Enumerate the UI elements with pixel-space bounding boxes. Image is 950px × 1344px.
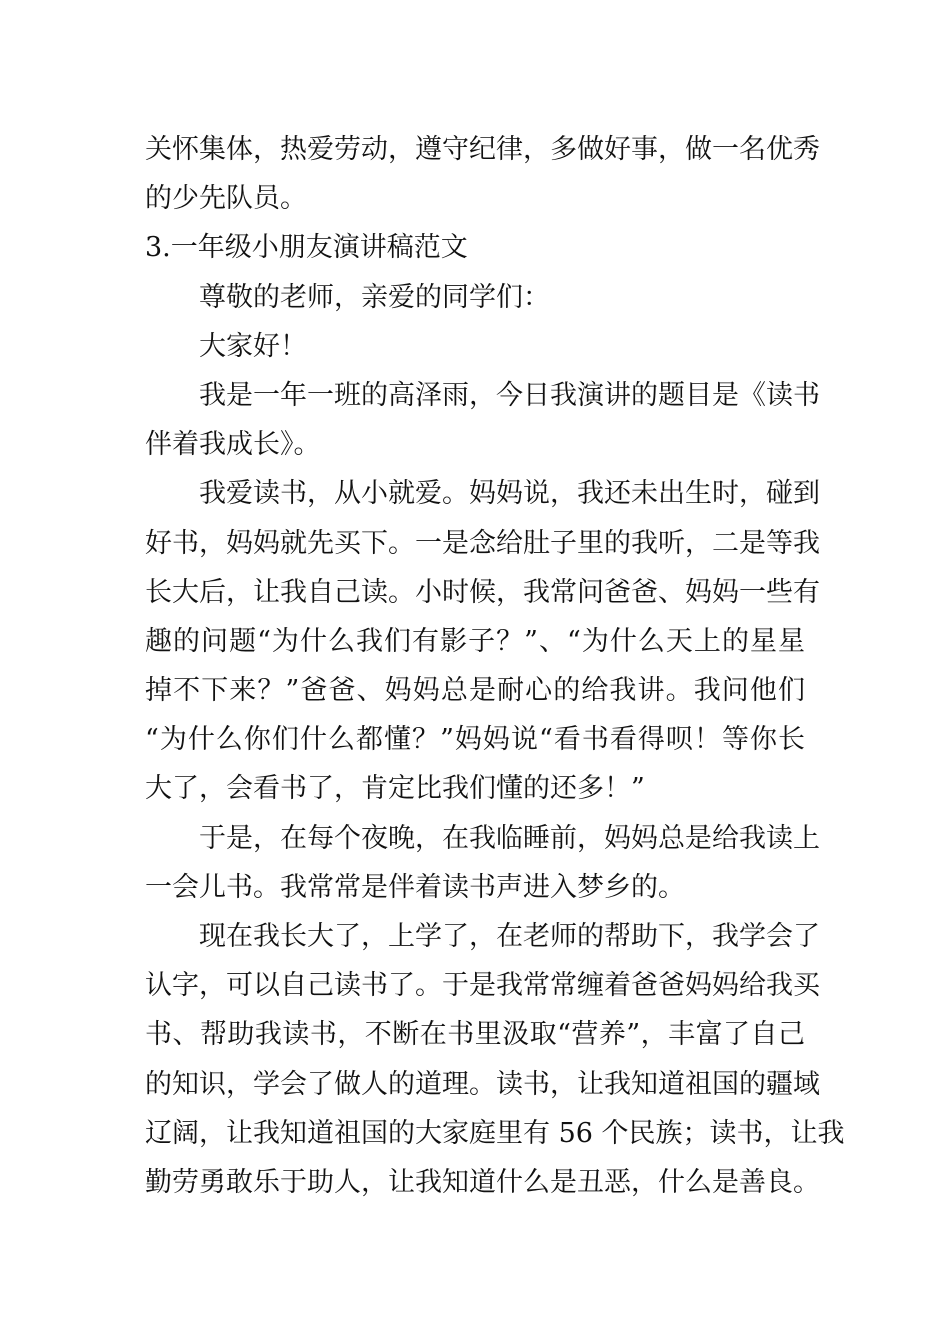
text-line: 我爱读书，从小就爱。妈妈说，我还未出生时，碰到: [199, 478, 820, 510]
greeting: 大家好！: [199, 330, 307, 362]
text-line: 关怀集体，热爱劳动，遵守纪律，多做好事，做一名优秀: [145, 134, 820, 165]
text-line: 现在我长大了，上学了，在老师的帮助下，我学会了: [199, 921, 820, 952]
text-line: 的少先队员。: [145, 183, 307, 215]
text-line: 掉不下来？”爸爸、妈妈总是耐心的给我讲。我问他们: [145, 675, 805, 707]
text-line: 好书，妈妈就先买下。一是念给肚子里的我听，二是等我: [145, 527, 820, 559]
text-line: 大了，会看书了，肯定比我们懂的还多！”: [145, 773, 645, 805]
document-body: [145, 125, 845, 1207]
text-line: 于是，在每个夜晚，在我临睡前，妈妈总是给我读上: [199, 822, 820, 854]
section-heading: 3.一年级小朋友演讲稿范文: [145, 232, 468, 264]
text-line: 认字，可以自己读书了。于是我常常缠着爸爸妈妈给我买: [145, 970, 820, 1002]
text-line: “为什么你们什么都懂？”妈妈说“看书看得呗！等你长: [145, 724, 805, 756]
text-line: 趣的问题“为什么我们有影子？”、“为什么天上的星星: [145, 625, 805, 657]
text-line: 伴着我成长》。: [145, 429, 321, 461]
text-line: 辽阔，让我知道祖国的大家庭里有 56 个民族；读书，让我: [145, 1117, 845, 1149]
text-line: 我是一年一班的高泽雨，今日我演讲的题目是《读书: [199, 379, 820, 411]
text-line: 的知识，学会了做人的道理。读书，让我知道祖国的疆域: [145, 1068, 820, 1100]
text-line: 长大后，让我自己读。小时候，我常问爸爸、妈妈一些有: [145, 576, 820, 608]
salutation: 尊敬的老师，亲爱的同学们：: [199, 281, 550, 313]
text-line: 勤劳勇敢乐于助人，让我知道什么是丑恶，什么是善良。: [145, 1166, 820, 1198]
text-line: 一会儿书。我常常是伴着读书声进入梦乡的。: [145, 871, 685, 903]
text-line: 书、帮助我读书，不断在书里汲取“营养”，丰富了自己: [145, 1019, 805, 1051]
